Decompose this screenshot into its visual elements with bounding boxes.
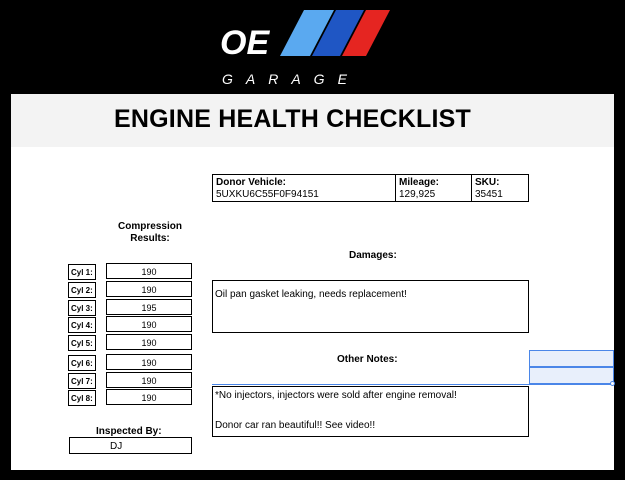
cyl-1-value[interactable]: 190 [106,263,192,279]
inspected-by-label: Inspected By: [96,426,162,437]
inspected-by-value: DJ [110,441,123,452]
cyl-5-value[interactable]: 190 [106,334,192,350]
mileage-value: 129,925 [399,189,436,200]
notes-line-1: *No injectors, injectors were sold after engine removal! [215,390,457,401]
other-notes-label: Other Notes: [337,354,398,365]
mileage-cell[interactable] [396,175,472,201]
inspected-by-box[interactable] [69,437,192,454]
other-notes-box[interactable] [212,386,529,437]
donor-vehicle-cell[interactable] [213,175,396,201]
damages-box[interactable] [212,280,529,333]
selected-cell-upper[interactable] [529,350,614,367]
donor-vehicle-label: Donor Vehicle: [216,177,287,188]
cyl-7-label: Cyl 7: [68,373,96,389]
logo-text: OE [220,24,270,62]
cyl-6-value[interactable]: 190 [106,354,192,370]
sku-value: 35451 [475,189,503,200]
damages-label: Damages: [349,250,397,261]
logo-subtext: GARAGE [222,71,360,87]
brand-logo [218,8,390,88]
donor-info-table [212,174,529,202]
selection-drag-handle[interactable] [610,381,615,386]
sku-label: SKU: [475,177,500,188]
page-title: ENGINE HEALTH CHECKLIST [114,105,471,133]
title-band [11,94,614,147]
cyl-2-value[interactable]: 190 [106,281,192,297]
cyl-6-label: Cyl 6: [68,355,96,371]
sku-cell[interactable] [472,175,528,201]
cyl-3-value[interactable]: 195 [106,299,192,315]
cyl-5-label: Cyl 5: [68,335,96,351]
cyl-8-value[interactable]: 190 [106,389,192,405]
cyl-2-label: Cyl 2: [68,282,96,298]
cyl-1-label: Cyl 1: [68,264,96,280]
logo-stripes-icon [218,8,390,88]
compression-title: Compression Results: [118,221,182,244]
checklist-sheet [11,94,614,470]
cyl-3-label: Cyl 3: [68,300,96,316]
selection-border [212,384,614,385]
cyl-7-value[interactable]: 190 [106,372,192,388]
mileage-label: Mileage: [399,177,440,188]
cyl-8-label: Cyl 8: [68,390,96,406]
damages-text: Oil pan gasket leaking, needs replacement! [215,289,407,300]
cyl-4-value[interactable]: 190 [106,316,192,332]
cyl-4-label: Cyl 4: [68,317,96,333]
selected-cell-lower[interactable] [529,367,614,384]
donor-vehicle-value: 5UXKU6C55F0F94151 [216,189,319,200]
notes-line-2: Donor car ran beautiful!! See video!! [215,420,376,431]
